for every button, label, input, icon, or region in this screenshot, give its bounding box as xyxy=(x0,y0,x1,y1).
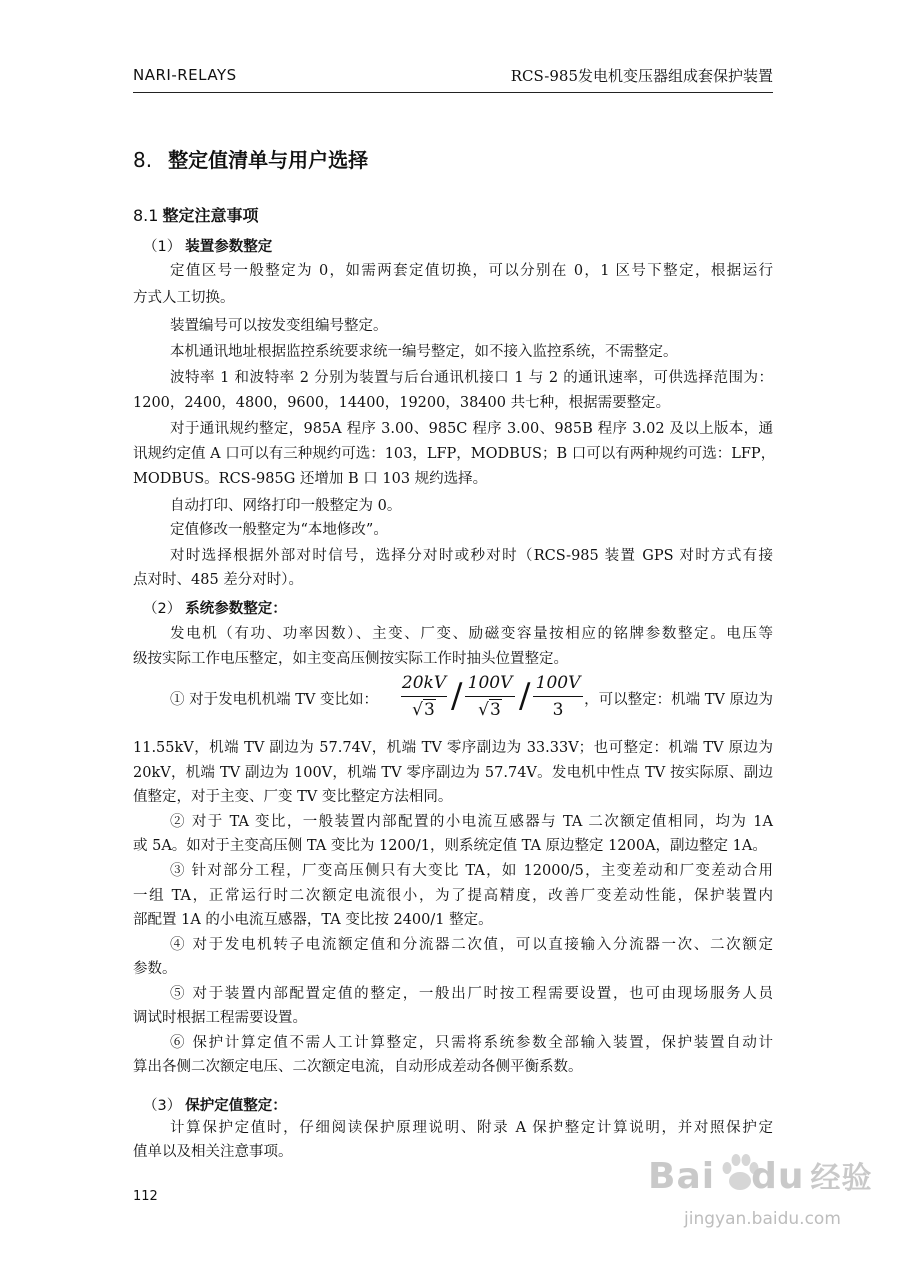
paragraph-line: ④ 对于发电机转子电流额定值和分流器二次值，可以直接输入分流器一次、二次额定 xyxy=(170,937,773,953)
paragraph-line: ⑤ 对于装置内部配置定值的整定，一般出厂时按工程需要设置，也可由现场服务人员 xyxy=(170,986,773,1002)
paragraph-line: 定值修改一般整定为“本地修改”。 xyxy=(170,522,388,538)
paragraph-line: MODBUS。RCS-985G 还增加 B 口 103 规约选择。 xyxy=(133,471,488,487)
paragraph-line: 对于通讯规约整定，985A 程序 3.00、985C 程序 3.00、985B 程序 3.02 及以上版本，通 xyxy=(170,421,773,437)
watermark-url: jingyan.baidu.com xyxy=(684,1209,841,1229)
paragraph-line: 算出各侧二次额定电压、二次额定电流，自动形成差动各侧平衡系数。 xyxy=(133,1059,583,1075)
subsection-number: （2） xyxy=(143,601,182,617)
paragraph-line: 部配置 1A 的小电流互感器，TA 变比按 2400/1 整定。 xyxy=(133,912,493,928)
header-company: NARI-RELAYS xyxy=(133,66,237,84)
paragraph-line: 值单以及相关注意事项。 xyxy=(133,1144,293,1160)
paragraph-line: 自动打印、网络打印一般整定为 0。 xyxy=(170,498,402,514)
paragraph-line: 方式人工切换。 xyxy=(133,290,235,306)
paragraph-line: ⑥ 保护计算定值不需人工计算整定，只需将系统参数全部输入装置，保护装置自动计 xyxy=(170,1035,773,1051)
formula-prefix: ① 对于发电机机端 TV 变比如： xyxy=(170,692,378,708)
baidu-jingyan-watermark xyxy=(648,1153,878,1243)
subsection-heading-3 xyxy=(143,1094,287,1115)
header-product: RCS-985发电机变压器组成套保护装置 xyxy=(510,67,773,85)
paragraph-line: 20kV，机端 TV 副边为 100V，机端 TV 零序副边为 57.74V。发电机中性点 TV 按实际原、副边 xyxy=(133,765,773,781)
formula-suffix: ，可以整定：机端 TV 原边为 xyxy=(584,692,773,708)
paragraph-line: 定值区号一般整定为 0，如需两套定值切换，可以分别在 0，1 区号下整定，根据运行 xyxy=(170,263,773,279)
subsection-title: 保护定值整定： xyxy=(185,1098,287,1114)
fraction-2-numerator: 100V xyxy=(467,673,513,693)
paragraph-line: 装置编号可以按发变组编号整定。 xyxy=(170,318,388,334)
subsection-heading-1 xyxy=(143,235,272,256)
fraction-1-numerator: 20kV xyxy=(401,673,447,693)
subsection-title: 系统参数整定： xyxy=(185,601,287,617)
paragraph-line: 参数。 xyxy=(133,961,177,977)
subsection-number: （1） xyxy=(143,239,182,255)
paragraph-line: 1200，2400，4800，9600，14400，19200，38400 共七种，根据需要整定。 xyxy=(133,395,671,411)
subsection-number: （3） xyxy=(143,1098,182,1114)
chapter-title: 整定值清单与用户选择 xyxy=(168,148,369,172)
paragraph-line: 或 5A。如对于主变高压侧 TA 变比为 1200/1，则系统定值 TA 原边整定 1200A，副边整定 1A。 xyxy=(133,838,767,854)
paragraph-line: 对时选择根据外部对时信号，选择分对时或秒对时（RCS-985 装置 GPS 对时方式有接 xyxy=(170,548,773,564)
section-number: 8.1 xyxy=(133,206,159,225)
paragraph-line: 本机通讯地址根据监控系统要求统一编号整定，如不接入监控系统，不需整定。 xyxy=(170,344,678,360)
section-heading xyxy=(133,203,258,226)
fraction-3-numerator: 100V xyxy=(535,673,581,693)
paragraph-line: 计算保护定值时，仔细阅读保护原理说明、附录 A 保护整定计算说明，并对照保护定 xyxy=(170,1120,773,1136)
section-title: 整定注意事项 xyxy=(162,206,259,225)
fraction-1-denominator: 3 xyxy=(424,700,435,720)
paragraph-line: 讯规约定值 A 口可以有三种规约可选：103，LFP，MODBUS；B 口可以有两种规约可选：LFP， xyxy=(133,446,776,462)
paragraph-line: 值整定，对于主变、厂变 TV 变比整定方法相同。 xyxy=(133,789,453,805)
fraction-3 xyxy=(533,672,583,721)
fraction-2 xyxy=(465,672,515,721)
paragraph-line: 一组 TA，正常运行时二次额定电流很小，为了提高精度，改善厂变差动性能，保护装置内 xyxy=(133,888,773,904)
paragraph-line: 级按实际工作电压整定，如主变高压侧按实际工作时抽头位置整定。 xyxy=(133,651,568,667)
paragraph-line: 波特率 1 和波特率 2 分别为装置与后台通讯机接口 1 与 2 的通讯速率，可供选择范围为： xyxy=(170,370,773,386)
paragraph-line: ② 对于 TA 变比，一般装置内部配置的小电流互感器与 TA 二次额定值相同，均为 1A xyxy=(170,814,773,830)
watermark-logo: Bai du 经验 xyxy=(648,1156,873,1197)
page-number: 112 xyxy=(133,1189,158,1204)
subsection-heading-2 xyxy=(143,597,287,618)
chapter-heading xyxy=(133,144,368,173)
sqrt-symbol: √3 xyxy=(412,700,435,720)
fraction-separator: / xyxy=(519,676,531,716)
tv-ratio-formula xyxy=(133,672,773,724)
chapter-number: 8. xyxy=(133,148,153,172)
paragraph-line: ③ 针对部分工程，厂变高压侧只有大变比 TA，如 12000/5，主变差动和厂变差动合用 xyxy=(170,863,773,879)
fraction-2-denominator: 3 xyxy=(490,700,501,720)
paragraph-line: 点对时、485 差分对时）。 xyxy=(133,572,304,588)
page-header xyxy=(133,62,773,93)
fraction-separator: / xyxy=(451,676,463,716)
fraction-3-denominator: 3 xyxy=(552,700,564,720)
paragraph-line: 调试时根据工程需要设置。 xyxy=(133,1010,307,1026)
sqrt-symbol: √3 xyxy=(478,700,501,720)
subsection-title: 装置参数整定 xyxy=(185,239,273,255)
fraction-1 xyxy=(401,672,447,721)
paragraph-line: 11.55kV，机端 TV 副边为 57.74V，机端 TV 零序副边为 33.33V；也可整定：机端 TV 原边为 xyxy=(133,740,773,756)
paragraph-line: 发电机（有功、功率因数）、主变、厂变、励磁变容量按相应的铭牌参数整定。电压等 xyxy=(170,626,773,642)
